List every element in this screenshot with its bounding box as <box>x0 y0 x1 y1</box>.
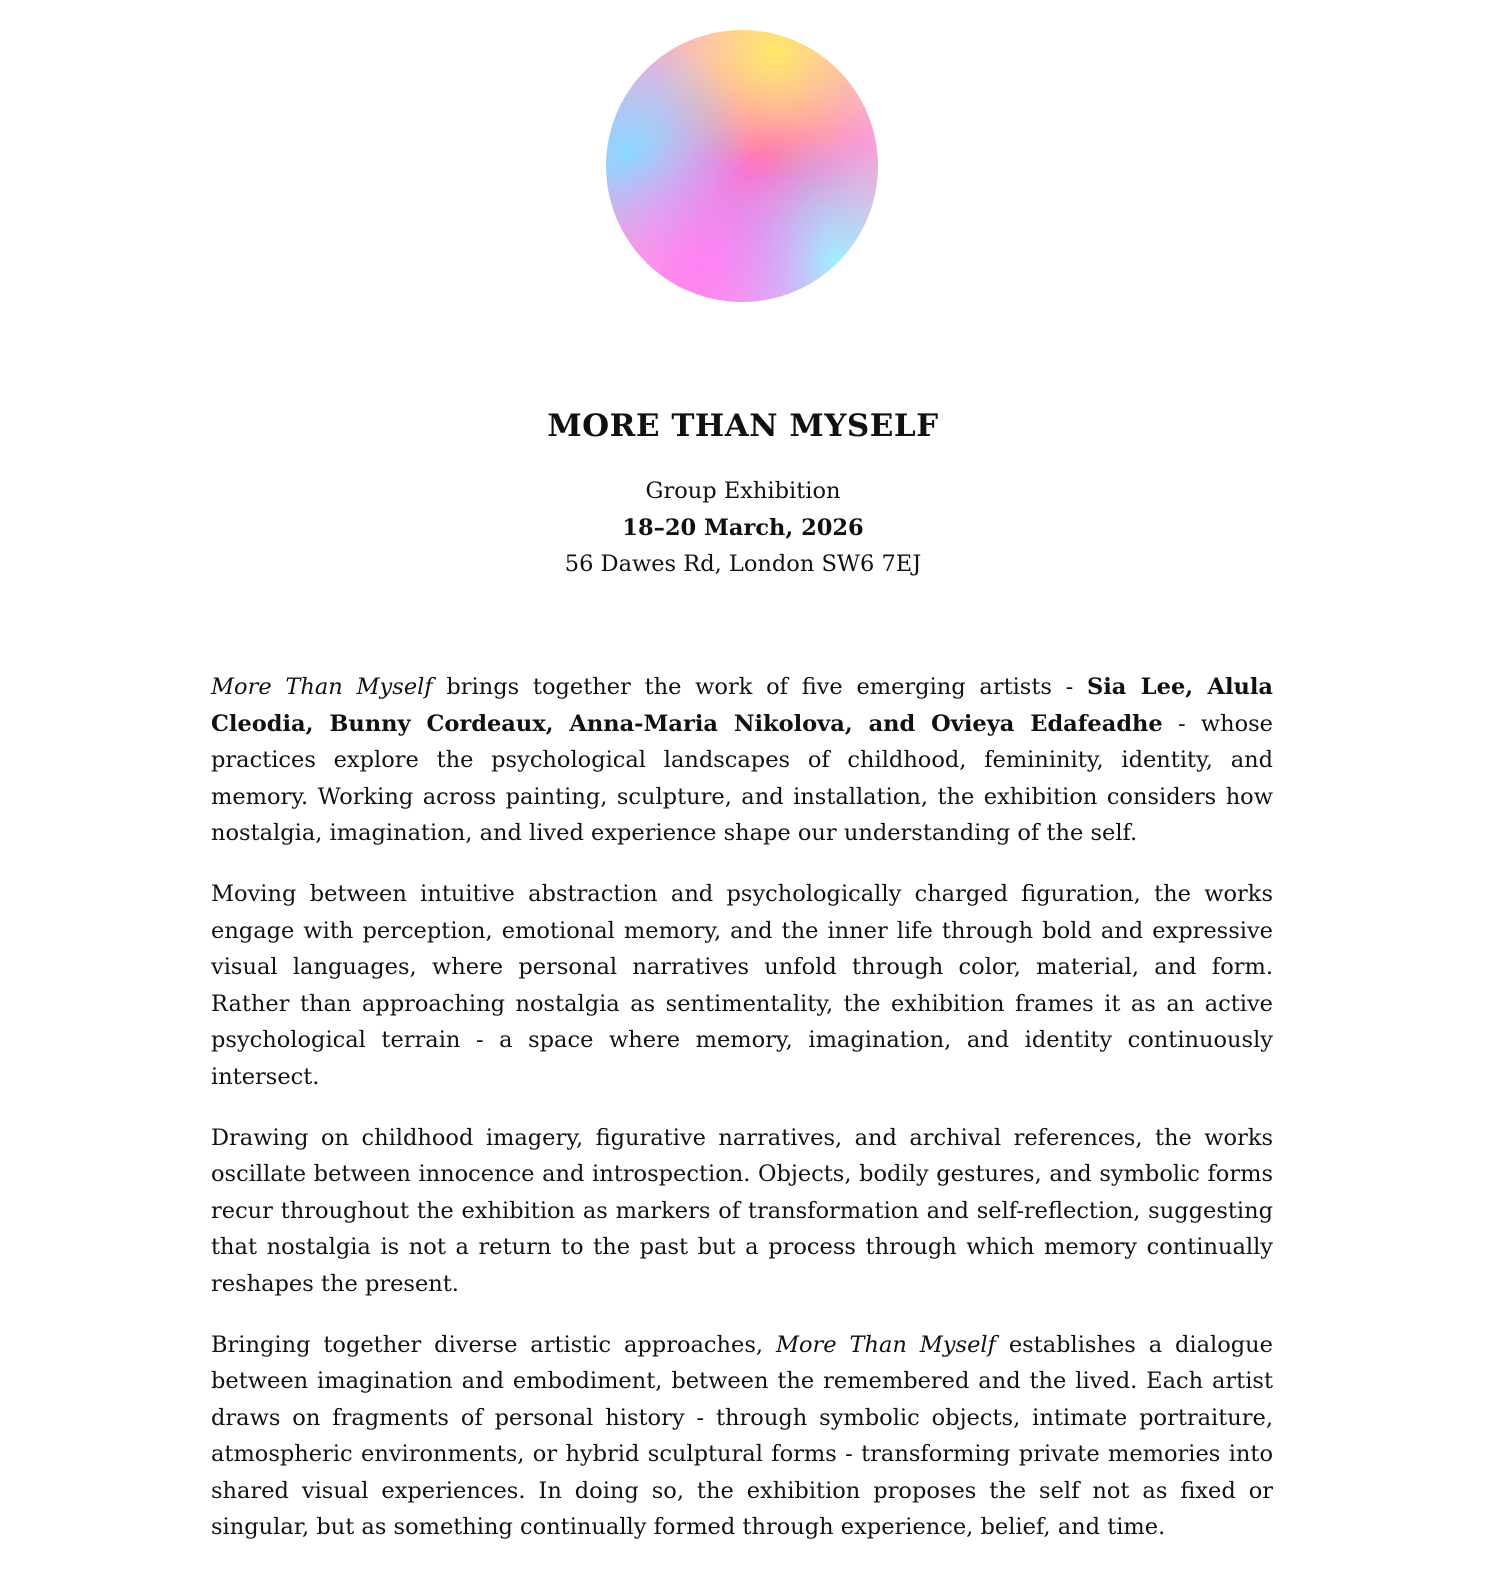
paragraph-childhood: Drawing on childhood imagery, figurative narratives, and archival references, the works oscillate between innocence and introspection. Objects, bodily gestures, and symbolic forms recur throughout the exhibition as markers of transformation and self-reflection, suggesting that nostalgia is not a return to the past but a process through which memory continually reshapes the present. <box>211 1124 1273 1297</box>
press-release-body <box>211 669 1273 1570</box>
exhibition-title-italic: More Than Myself <box>775 1331 996 1358</box>
exhibition-dates: 18–20 March, 2026 <box>622 514 864 541</box>
exhibition-details <box>0 473 1486 583</box>
exhibition-type: Group Exhibition <box>645 478 841 504</box>
paragraph-text: Bringing together diverse artistic approaches, <box>211 1331 776 1358</box>
paragraph-text: brings together the work of five emerging artists - <box>432 674 1088 700</box>
exhibition-title: MORE THAN MYSELF <box>547 408 939 444</box>
exhibition-address: 56 Dawes Rd, London SW6 7EJ <box>564 551 922 577</box>
artist-names: Sia Lee, Alula Cleodia, Bunny Cordeaux, Anna-Maria Nikolova, and Ovieya Edafeadhe <box>211 674 1273 737</box>
paragraph-dialogue <box>211 1327 1273 1547</box>
paragraph-text: establishes a dialogue between imagination and embodiment, between the remembered and the lived. Each artist draws on fragments of personal history - through symbolic objects, intimate portraiture, atmospheric environments, or hybrid sculptural forms - transforming private memories into shared visual experiences. In doing so, the exhibition proposes the self not as fixed or singular, but as something continually formed through experience, belief, and time. <box>211 1331 1273 1541</box>
paragraph-intro <box>211 669 1273 852</box>
exhibition-title-italic: More Than Myself <box>211 674 433 700</box>
paragraph-text: - whose practices explore the psychological landscapes of childhood, femininity, identity, and memory. Working across painting, sculpture, and installation, the exhibition considers how nostalgia, imagination, and lived experience shape our understanding of the self. <box>211 710 1273 847</box>
paragraph-abstraction: Moving between intuitive abstraction and psychologically charged figuration, the works engage with perception, emotional memory, and the inner life through bold and expressive visual languages, where personal narratives unfold through color, material, and form. Rather than approaching nostalgia as sentimentality, the exhibition frames it as an active psychological terrain - a space where memory, imagination, and identity continuously intersect. <box>211 880 1273 1090</box>
gradient-orb-logo <box>606 30 878 302</box>
